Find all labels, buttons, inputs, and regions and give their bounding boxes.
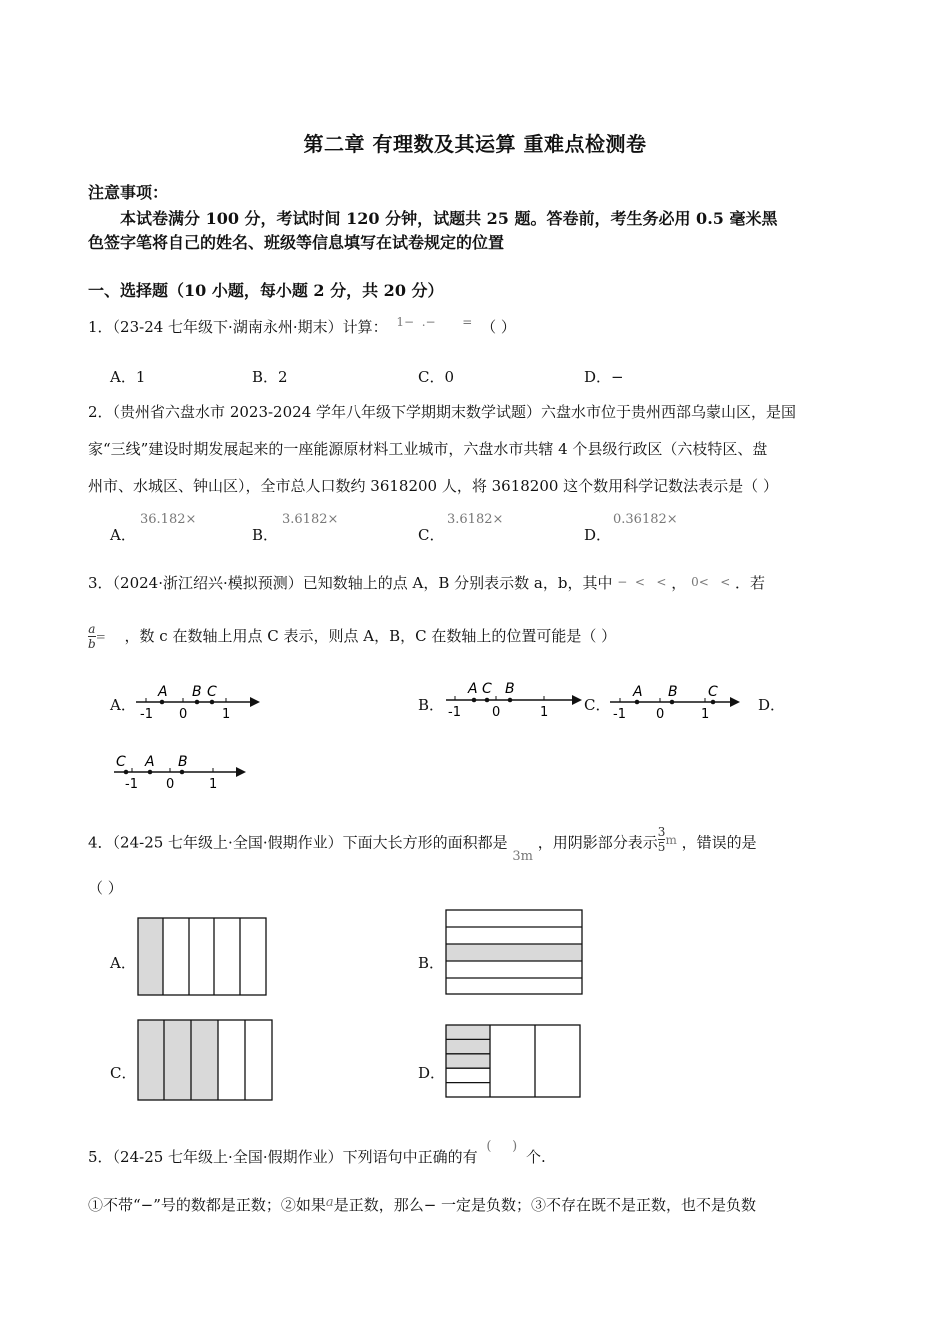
tick-one: 1 [540,705,549,720]
option-b: B．2 [252,368,288,386]
label-b: B [668,684,678,700]
option-c-value: 3.6182× [447,512,504,527]
question-text-mid: ，用阴影部分表示 [537,833,658,852]
question-text: （2024·浙江绍兴·模拟预测）已知数轴上的点 A，B 分别表示数 a，b，其中 [112,574,613,592]
question-2-line-3: 州市、水城区、钟山区），全市总人口数约 3618200 人，将 3618200 这个数用科学记数法表示是（ ） [88,477,778,495]
question-2-line-2: 家“三线”建设时期发展起来的一座能源原材料工业城市，六盘水市共辖 4 个县级行政区（六枝特区、盘 [88,440,768,458]
question-3-line-1 [88,572,765,593]
option-c: C． [584,696,611,714]
number-line-c [608,676,746,724]
question-5-line-2 [88,1194,756,1215]
option-b-value: 3.6182× [282,512,339,527]
question-number: 4． [88,833,113,852]
area-value: 3m [512,848,533,864]
question-number: 2． [88,403,113,421]
tick-neg1: -1 [613,707,626,722]
notice-line-2: 色签字笔将自己的姓名、班级等信息填写在试卷规定的位置 [88,233,505,252]
tick-one: 1 [701,707,710,722]
question-1 [88,316,516,337]
tick-neg1: -1 [140,707,153,722]
option-d: D． [418,1064,446,1082]
fraction-denominator: 5 [657,840,666,854]
rectangle-d [445,1024,583,1099]
tick-zero: 0 [492,705,501,720]
option-b: B． [252,526,279,544]
answer-paren: ( ) [486,1139,518,1154]
question-text: （24-25 七年级上·全国·假期作业）下列语句中正确的有 [112,1148,478,1166]
answer-paren: （ ） [481,318,516,336]
option-d: D．− [584,368,624,386]
option-b: B． [418,696,445,714]
option-c: C． [110,1064,137,1082]
tick-one: 1 [209,777,218,792]
option-a: A． [110,696,136,714]
question-2-line-1 [88,401,796,422]
rectangle-b [445,909,585,996]
label-a: A [158,684,168,700]
notice-heading: 注意事项： [88,183,169,202]
label-c: C [116,754,126,770]
option-a: A． [110,526,136,544]
answer-paren: （ ） [88,879,123,897]
variable-a: a [325,1195,334,1210]
option-d: D． [584,526,612,544]
number-line-d [112,748,252,796]
question-number: 3． [88,574,113,592]
tick-one: 1 [222,707,231,722]
notice-line-1: 本试卷满分 100 分，考试时间 120 分钟，试题共 25 题。答卷前，考生务必用 0.5 毫米黑 [120,209,778,228]
rectangle-c [137,1019,275,1102]
question-text: （23-24 七年级下·湖南永州·期末）计算： [112,318,388,336]
question-number: 1． [88,318,113,336]
label-b: B [178,754,188,770]
fraction-denominator: b [88,637,96,651]
statement-text: ①不带“−”号的数都是正数；②如果 [88,1196,326,1214]
option-a-value: 36.182× [140,512,197,527]
tick-neg1: -1 [448,705,461,720]
tick-zero: 0 [179,707,188,722]
section-heading: 一、选择题（10 小题，每小题 2 分，共 20 分） [88,281,444,300]
inequality-2: 0< < [691,575,731,589]
label-a: A [145,754,155,770]
question-4-line-1 [88,825,757,864]
formula-fragment: 1− .− = [396,315,473,329]
label-c: C [482,681,492,697]
question-text: （24-25 七年级上·全国·假期作业）下面大长方形的面积都是 [112,833,508,852]
question-tail: 个. [525,1148,546,1166]
page-title: 第二章 有理数及其运算 重难点检测卷 [303,132,647,156]
label-a: A [633,684,643,700]
tick-zero: 0 [656,707,665,722]
option-a: A．1 [110,368,146,386]
rectangle-a [137,917,269,997]
question-text: （贵州省六盘水市 2023-2024 学年八年级下学期期末数学试题）六盘水市位于贵州西部乌蒙山区，是国 [112,403,797,421]
option-d-value: 0.36182× [613,512,678,527]
fraction-a-over-b [88,622,96,651]
option-d: D． [758,696,786,714]
fraction-equals: = [95,629,106,644]
label-a: A [468,681,478,697]
option-c: C． [418,526,445,544]
question-tail: ，错误的是 [681,833,757,852]
label-c: C [708,684,718,700]
tick-zero: 0 [166,777,175,792]
label-b: B [505,681,515,697]
fraction-numerator: a [88,622,96,636]
number-line-a [134,676,264,724]
question-text: ，数 c 在数轴上用点 C 表示，则点 A，B，C 在数轴上的位置可能是（ ） [124,626,617,645]
unit: m [665,832,677,847]
question-3-line-2 [88,622,616,651]
statement-text-cont: 是正数，那么− 一定是负数；③不存在既不是正数，也不是负数 [333,1196,757,1214]
tick-neg1: -1 [125,777,138,792]
question-tail: ．若 [735,574,766,592]
fraction-numerator: 3 [657,825,666,839]
option-c: C．0 [418,368,455,386]
question-5-line-1 [88,1139,546,1167]
question-number: 5． [88,1148,113,1166]
inequality-1: − < < [617,575,667,589]
number-line-b [444,674,588,722]
separator: ， [671,574,687,592]
label-c: C [207,684,217,700]
label-b: B [192,684,202,700]
option-b: B． [418,954,445,972]
option-a: A． [110,954,136,972]
